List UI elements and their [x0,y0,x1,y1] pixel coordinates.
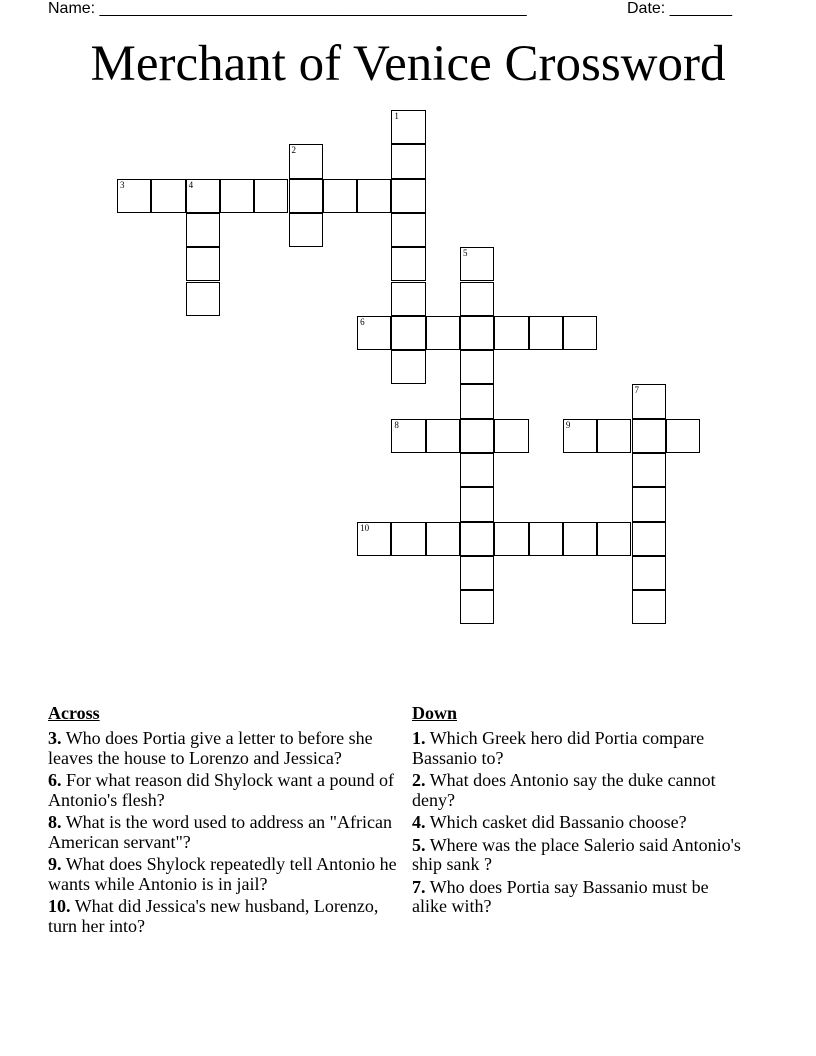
crossword-cell[interactable] [632,384,666,418]
crossword-cell[interactable] [357,522,391,556]
crossword-cell[interactable] [563,419,597,453]
clue-text: What does Shylock repeatedly tell Antonio he wants while Antonio is in jail? [48,854,397,894]
crossword-cell[interactable] [529,316,563,350]
crossword-cell[interactable] [391,110,425,144]
clue-number-label: 9 [565,419,571,430]
crossword-cell[interactable] [460,556,494,590]
clue-text: Which casket did Bassanio choose? [429,812,687,832]
clue-number-label: 2 [291,145,296,156]
name-field[interactable]: Name: ________________________________________________ [48,0,527,17]
across-clue-9 [48,855,408,894]
crossword-cell[interactable] [563,316,597,350]
crossword-cell[interactable] [460,247,494,281]
crossword-cell[interactable] [117,179,151,213]
crossword-cell[interactable] [460,384,494,418]
crossword-cell[interactable] [289,144,323,178]
crossword-cell[interactable] [563,522,597,556]
date-field[interactable]: Date: _______ [627,0,732,17]
across-clues [48,703,408,939]
clue-number: 6. [48,770,62,790]
across-heading: Across [48,703,100,723]
crossword-cell[interactable] [186,179,220,213]
clue-number: 1. [412,728,426,748]
crossword-cell[interactable] [151,179,185,213]
crossword-cell[interactable] [494,419,528,453]
crossword-cell[interactable] [289,213,323,247]
crossword-cell[interactable] [391,350,425,384]
crossword-cell[interactable] [460,590,494,624]
crossword-cell[interactable] [289,179,323,213]
crossword-cell[interactable] [186,213,220,247]
across-clue-6 [48,771,408,810]
crossword-cell[interactable] [529,522,563,556]
clue-number-label: 8 [394,419,399,430]
crossword-cell[interactable] [323,179,357,213]
crossword-cell[interactable] [597,419,631,453]
clue-number-label: 6 [360,316,365,327]
clue-number: 3. [48,728,62,748]
crossword-cell[interactable] [391,316,425,350]
clue-number: 5. [412,834,426,855]
crossword-cell[interactable] [220,179,254,213]
crossword-cell[interactable] [391,282,425,316]
crossword-cell[interactable] [391,522,425,556]
crossword-cell[interactable] [391,419,425,453]
crossword-cell[interactable] [494,316,528,350]
clue-number-label: 4 [188,179,194,190]
crossword-cell[interactable] [494,522,528,556]
crossword-cell[interactable] [666,419,700,453]
clue-number: 9. [48,854,62,874]
down-clues [412,703,742,920]
clue-number: 10. [48,896,71,916]
across-clue-10 [48,897,408,936]
down-clue-7 [412,878,742,917]
crossword-cell[interactable] [186,282,220,316]
clue-number-label: 1 [394,111,399,121]
clue-text: Which Greek hero did Portia compare Bassanio to? [412,728,705,768]
down-clue-5 [412,836,742,875]
clue-number: 2. [412,770,426,790]
across-clue-3 [48,729,408,768]
down-heading: Down [412,703,458,723]
crossword-cell[interactable] [426,419,460,453]
crossword-cell[interactable] [460,350,494,384]
clue-text: What did Jessica's new husband, Lorenzo, turn her into? [48,896,379,936]
clue-number: 4. [412,812,426,832]
crossword-cell[interactable] [632,487,666,521]
clue-text: For what reason did Shylock want a pound of Antonio's flesh? [48,770,394,810]
page-title: Merchant of Venice Crossword [90,36,726,92]
crossword-cell[interactable] [357,316,391,350]
clue-number-label: 10 [360,522,370,533]
crossword-cell[interactable] [426,316,460,350]
clue-number: 8. [48,812,62,832]
clue-number: 7. [412,876,426,897]
crossword-cell[interactable] [460,316,494,350]
clue-text: Who does Portia give a letter to before she leaves the house to Lorenzo and Jessica? [48,728,373,768]
down-clue-2 [412,771,742,810]
crossword-cell[interactable] [632,419,666,453]
crossword-cell[interactable] [254,179,288,213]
crossword-cell[interactable] [597,522,631,556]
crossword-cell[interactable] [632,590,666,624]
clue-text: What does Antonio say the duke cannot deny? [412,770,716,810]
crossword-cell[interactable] [460,282,494,316]
clue-number-label: 5 [463,248,468,259]
across-clue-8 [48,813,408,852]
crossword-cell[interactable] [391,144,425,178]
crossword-cell[interactable] [391,213,425,247]
crossword-cell[interactable] [460,487,494,521]
crossword-cell[interactable] [426,522,460,556]
crossword-cell[interactable] [632,556,666,590]
clue-number-label: 7 [634,385,639,396]
crossword-cell[interactable] [357,179,391,213]
crossword-cell[interactable] [460,419,494,453]
down-clue-1 [412,729,742,768]
clue-number-label: 3 [120,179,125,190]
crossword-cell[interactable] [391,179,425,213]
clue-text: What is the word used to address an "African American servant"? [48,812,392,852]
crossword-cell[interactable] [460,453,494,487]
crossword-cell[interactable] [391,247,425,281]
clue-text: Where was the place Salerio said Antonio's ship sank ? [412,834,741,874]
crossword-cell[interactable] [632,453,666,487]
clue-text: Who does Portia say Bassanio must be alike with? [412,876,709,916]
crossword-cell[interactable] [186,247,220,281]
down-clue-4 [412,813,742,833]
crossword-cell[interactable] [632,522,666,556]
crossword-cell[interactable] [460,522,494,556]
